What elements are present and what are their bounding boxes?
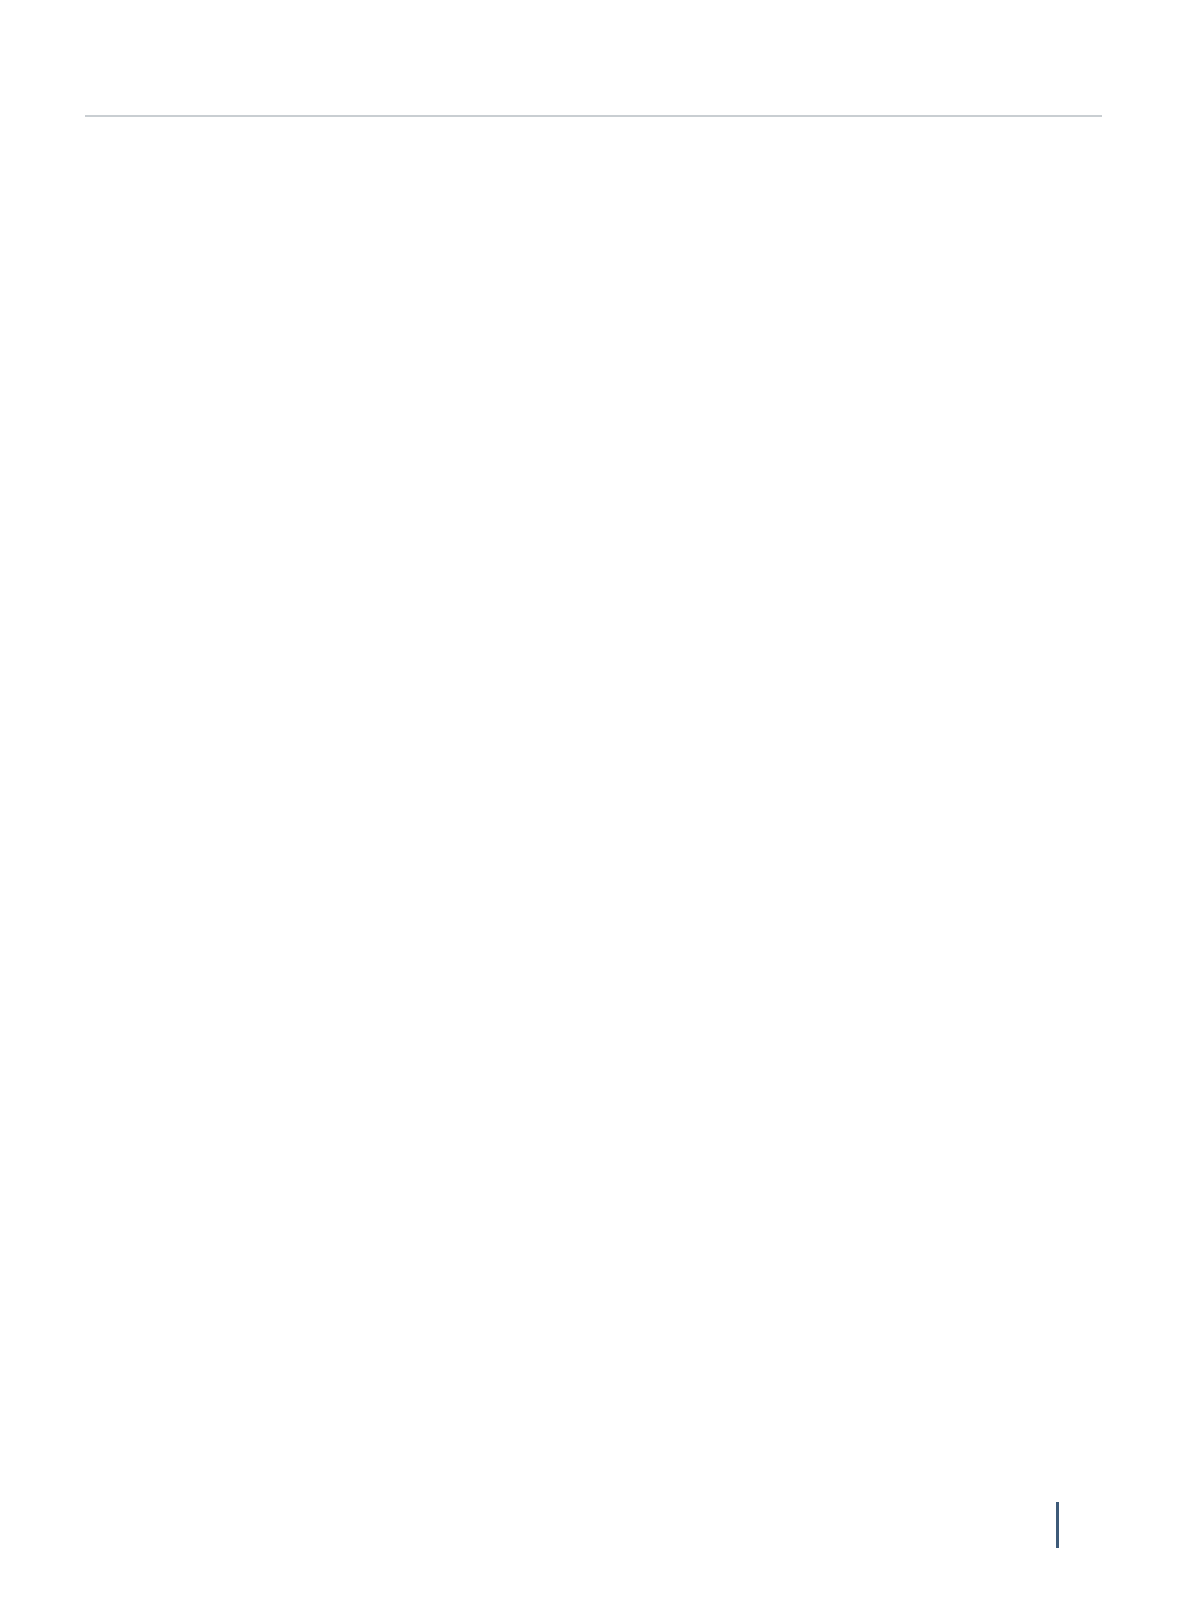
page-footer [1044,1502,1069,1548]
right-column [592,136,1050,522]
figure3-chart [592,180,1050,512]
figure3 [592,180,1050,512]
section-heading-1-5 [112,142,570,172]
footer-divider [1056,1502,1059,1548]
section-heading-2 [112,188,570,224]
section-heading-2-1 [112,232,570,262]
figure2 [112,270,570,612]
figure2-chart [112,270,570,612]
left-column [112,136,570,622]
section-heading-2-2 [592,142,1050,172]
header-rule [85,115,1102,117]
